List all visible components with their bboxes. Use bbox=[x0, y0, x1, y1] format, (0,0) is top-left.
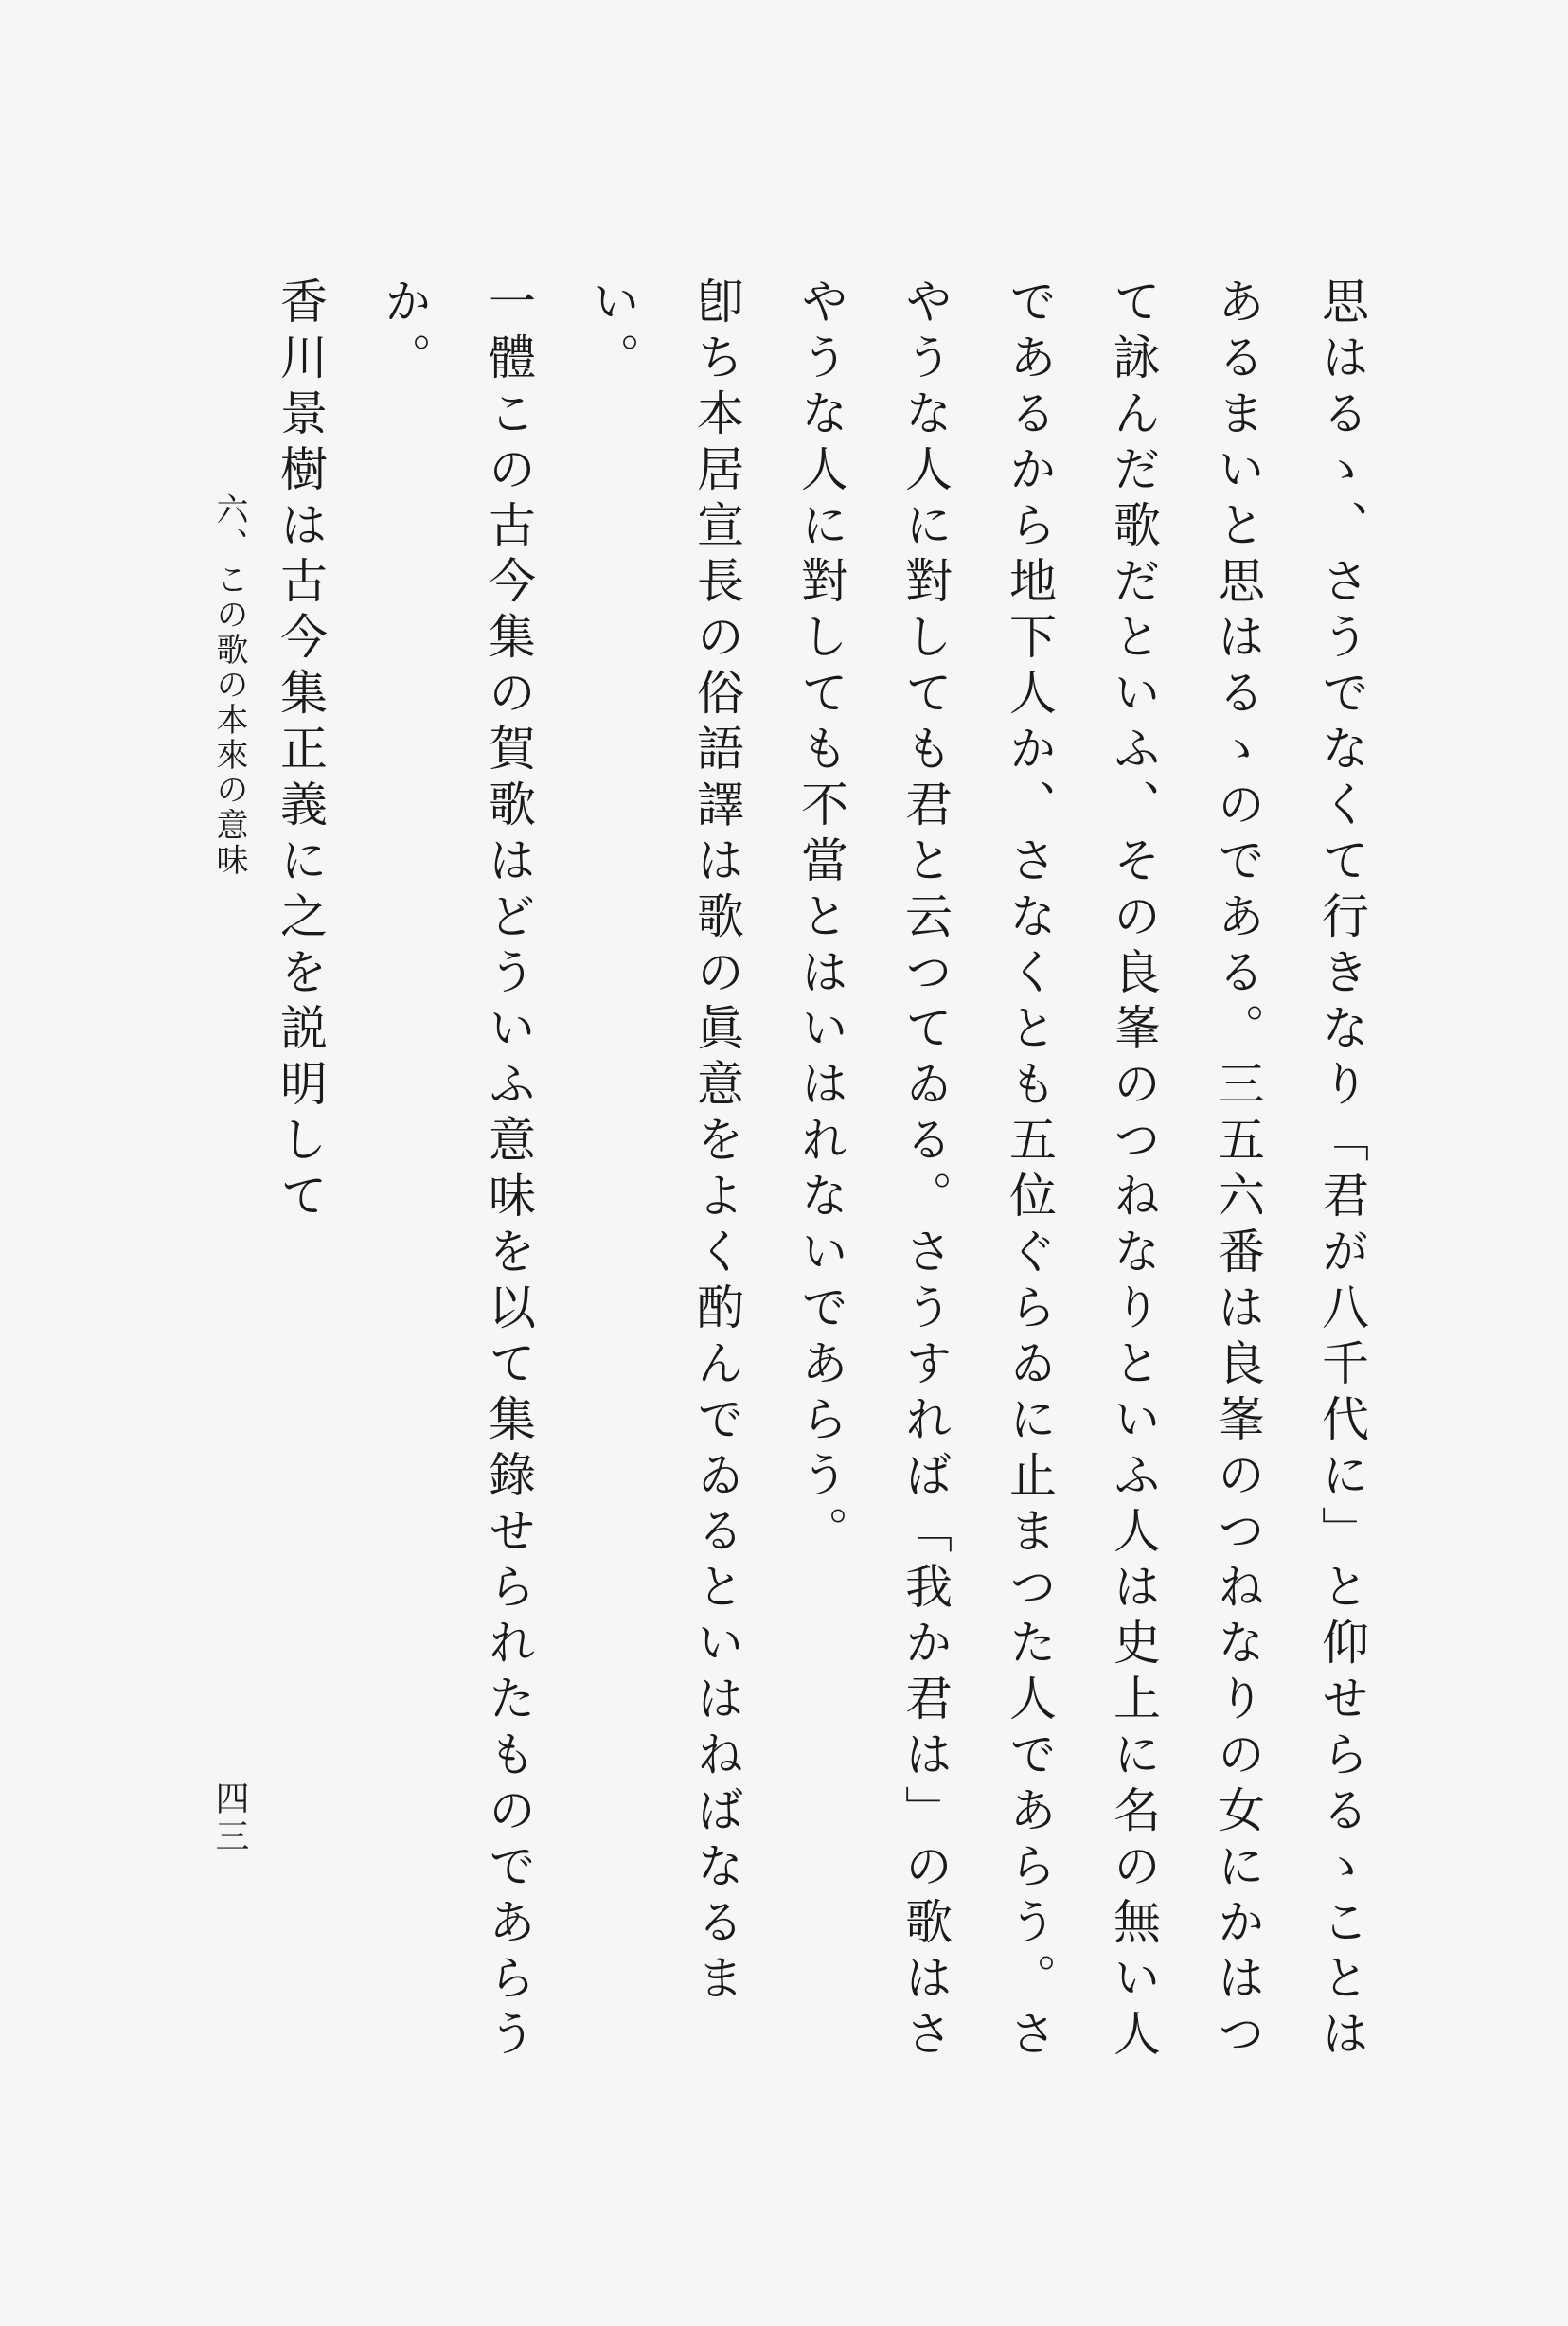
paragraph-4: 香川景樹は古今集正義に之を説明して bbox=[273, 277, 328, 1226]
paragraph-3: 一體この古今集の賀歌はどういふ意味を以て集錄せられたものであらうか。 bbox=[377, 277, 536, 2065]
paragraph-2: 卽ち本居宣長の俗語譯は歌の眞意をよく酌んでゐるといはねばなるまい。 bbox=[585, 277, 744, 2009]
running-header-title: 六、この歌の本來の意味 bbox=[210, 492, 248, 878]
page-number: 四三 bbox=[210, 1780, 249, 1856]
main-text-body bbox=[248, 277, 1394, 2114]
paragraph-1: 思はるゝ、さうでなくて行きなり「君が八千代に」と仰せらるゝことはあるまいと思はるゝのである。三五六番は良峯のつねなりの女にかはつて詠んだ歌だといふ、その良峯のつねなりといふ人は史上に名の無い人であるから地下人か、さなくとも五位ぐらゐに止まつた人であらう。さやうな人に對しても君と云つてゐる。さうすれば「我か君は」の歌はさやうな人に對しても不當とはいはれないであらう。 bbox=[793, 277, 1369, 2065]
